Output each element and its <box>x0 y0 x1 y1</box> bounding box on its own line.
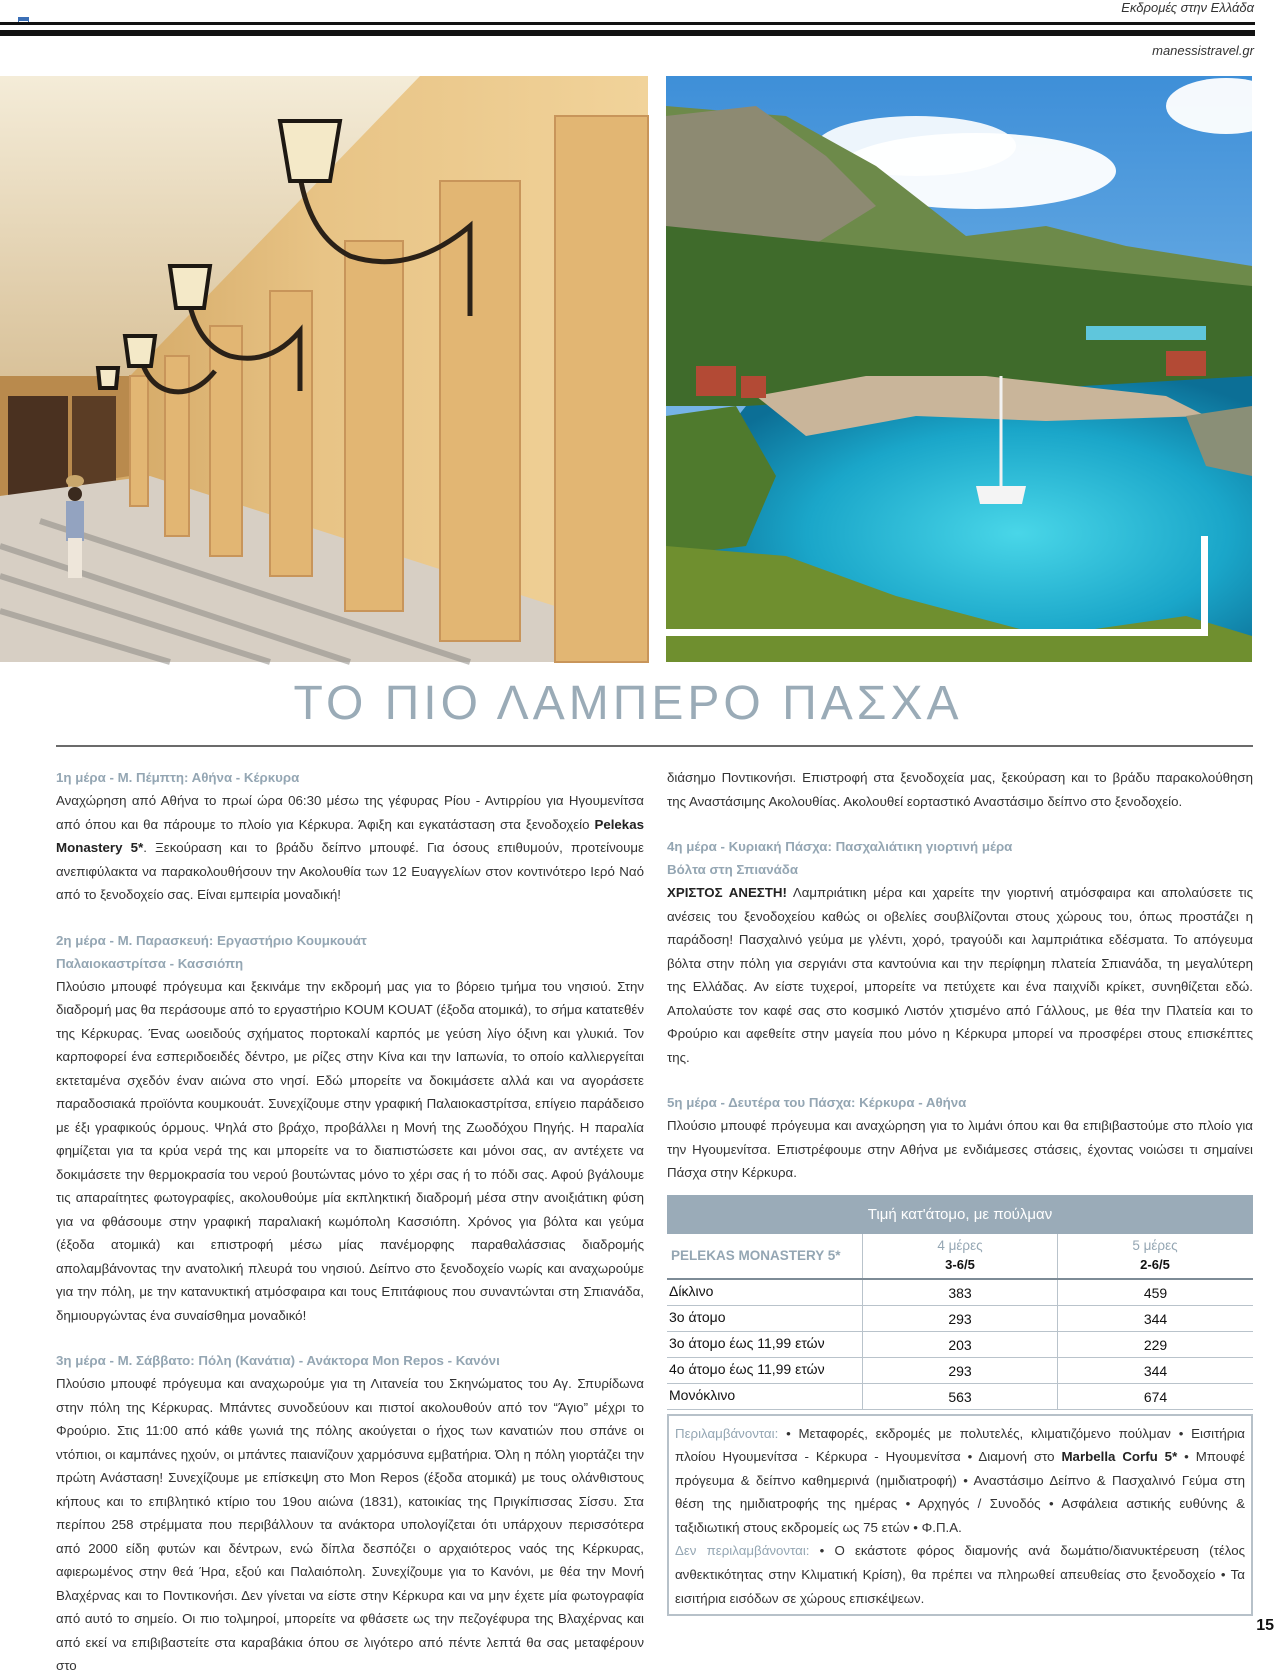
header-website: manessistravel.gr <box>1152 43 1254 58</box>
arcade-photo <box>0 76 648 662</box>
excluded-label: Δεν περιλαμβάνονται: <box>675 1543 810 1559</box>
day3-heading: 3η μέρα - Μ. Σάββατο: Πόλη (Κανάτια) - Ανάκτορα Mon Repos - Κανόνι <box>56 1353 500 1368</box>
day3-text-continued: διάσημο Ποντικονήσι. Επιστροφή στα ξενοδοχεία μας, ξεκούραση και το βράδυ παρακολούθηση της Αναστάσιμης Ακολουθίας. Ακολουθεί εορταστικό Αναστάσιμο δείπνο στο ξενοδοχείο. <box>667 770 1253 809</box>
excluded-text: • Ο εκάστοτε φόρος διαμονής ανά δωμάτιο/διανυκτέρευση (τέλος ανθεκτικότητας στην Κλιματική Κρίση), θα πρέπει να πληρωθεί απευθείας στο ξενοδοχείο • Τα εισιτήρια εισόδων σε χώρους επισκέψεων. <box>675 1543 1246 1606</box>
day4-heading: 4η μέρα - Κυριακή Πάσχα: Πασχαλιάτικη γιορτινή μέρα <box>667 839 1013 854</box>
row-price-5days: 344 <box>1057 1306 1253 1331</box>
day4-body: Λαμπριάτικη μέρα και χαρείτε την γιορτινή ατμόσφαιρα και απολαύσετε τις ανέσεις του ξενοδοχείου καθώς οι οβελίες σουβλίζονται στους χώρους του, όπως προστάζει η παράδοση! Πασχαλινό γεύμα με γλέντι, χορό, τραγούδι και λαμπριάτικα εδέσματα. Το απόγευμα βόλτα στην πόλη για σεργιάνι στα καντούνια και την περίφημη πλατεία Σπιανάδα, τη μεγαλύτερη της Ελλάδας. Αν είστε τυχεροί, μπορείτε να πετύχετε και ένα παιχνίδι κρίκετ, συνηθίζεται εδώ. Απολαύστε τον καφέ σας στο κοσμικό Λιστόν χτισμένο από Γάλλους, με θέα την Πλατεία και το Φρούριο και αφεθείτε στην μαγεία που μόνο η Κέρκυρα μπορεί να προσφέρει στους επισκέπτες της. <box>667 885 1254 1065</box>
row-price-4days: 293 <box>862 1358 1057 1383</box>
day1-text <box>56 789 644 907</box>
day5-text: Πλούσιο μπουφέ πρόγευμα και αναχώρηση για το λιμάνι όπου και θα επιβιβαστούμε στο πλοίο για την Ηγουμενίτσα. Επιστρέφουμε στην Αθήνα με ενδιάμεσες στάσεις, έχοντας νοιώσει τι σημαίνει Πάσχα στην Κέρκυρα. <box>667 1118 1253 1180</box>
col-4days-label: 4 μέρες <box>937 1237 983 1253</box>
day5-heading: 5η μέρα - Δευτέρα του Πάσχα: Κέρκυρα - Αθήνα <box>667 1095 967 1110</box>
day4-subheading: Βόλτα στη Σπιανάδα <box>667 862 799 877</box>
page-number: 15 <box>1256 1617 1274 1634</box>
bay-illustration <box>666 76 1252 662</box>
day2-text: Πλούσιο μπουφέ πρόγευμα και ξεκινάμε την εκδρομή μας για το βόρειο τμήμα του νησιού. Στην διαδρομή μας θα περάσουμε από το εργαστήριο KOUM KOUAT (έξοδα ατομικά), το σήμα κατατεθέν της Κέρκυρας. Ένας ωοειδούς σχήματος πορτοκαλί καρπός με γεύση λίγο όξινη και γλυκιά. Τον καρποφορεί ένα εσπεριδοειδές δέντρο, με ρίζες στην Κίνα και την Ιαπωνία, το οποίο καλλιεργείται εκτεταμένα σχεδόν έναν αιώνα στο νησί. Εδώ μπορείτε να δοκιμάσετε αλλά και να αγοράσετε παραδοσιακά προϊόντα κουμκουάτ. Συνεχίζουμε στην γραφική Παλαιοκαστρίτσα, επίγειο παράδεισο με έξι γραφικούς όρμους. Ψηλά στο βράχο, προβάλλει η Μονή της Ζωοδόχου Πηγής. Η παραλία φημίζεται για τα κρύα νερά της και μπορείτε να το διαπιστώσετε και μόνοι σας, αν αντέχετε να δοκιμάσετε την θερμοκρασία του νερού βουτώντας μόνο το χέρι σας ή το πόδι σας. Αφού βγάλουμε τις απαραίτητες φωτογραφίες, ακολουθούμε μία εκπληκτική διαδρομή μέσα στην ανοιξιάτικη φύση για να φθάσουμε στην γραφική παραλιακή κωμόπολη Κασσιόπη. Χρόνος για βόλτα και γεύμα (έξοδα ατομικά) και επιστροφή μέσω μίας πανέμορφης παραθαλάσσιας διαδρομής απολαμβάνοντας την ανατολική πλευρά του νησιού. Δείπνο στο ξενοδοχείο νωρίς και αναχωρούμε για την πόλη, με την κατανυκτική ατμόσφαιρα και τους Επιτάφιους που συναντώνται στη Σπιανάδα, δημιουργώντας ένα συναίσθημα μοναδικό! <box>56 978 644 1323</box>
title-divider <box>56 745 1253 747</box>
row-price-4days: 563 <box>862 1384 1057 1409</box>
row-label: Δίκλινο <box>669 1283 714 1300</box>
table-row <box>667 1384 1253 1410</box>
day2-subheading: Παλαιοκαστρίτσα - Κασσιόπη <box>56 955 244 971</box>
price-col-5days <box>1057 1234 1252 1278</box>
table-row <box>667 1280 1253 1306</box>
itinerary-right-column <box>667 766 1253 1616</box>
page-title: ΤΟ ΠΙΟ ΛΑΜΠΕΡΟ ΠΑΣΧΑ <box>293 677 963 730</box>
day2-heading: 2η μέρα - Μ. Παρασκευή: Εργαστήριο Κουμκουάτ <box>56 932 367 948</box>
row-price-4days: 293 <box>862 1306 1057 1331</box>
arcade-illustration <box>0 76 648 662</box>
row-price-4days: 203 <box>862 1332 1057 1357</box>
day4-text <box>667 881 1253 1069</box>
includes-text-b: • Μπουφέ πρόγευμα & δείπνο καθημερινά (ημιδιατροφή) • Αναστάσιμο Δείπνο & Πασχαλινό Γεύμα στη θέση της ημιδιατροφής της ημέρας • Αρχηγός / Συνοδός • Ασφάλεια αστικής ευθύνης & ταξιδιωτική στους εκδρομείς ως 75 ετών • Φ.Π.Α. <box>675 1449 1246 1535</box>
col-4days-dates: 3-6/5 <box>945 1256 975 1272</box>
row-label: 3ο άτομο <box>669 1309 726 1326</box>
includes-hotel: Marbella Corfu 5* <box>1061 1449 1178 1465</box>
row-label: 3ο άτομο έως 11,99 ετών <box>669 1335 825 1352</box>
row-price-5days: 459 <box>1057 1280 1253 1305</box>
day1-text-a: Αναχώρηση από Αθήνα το πρωί ώρα 06:30 μέσω της γέφυρας Ρίου - Αντιρρίου για Ηγουμενίτσα από όπου και θα πάρουμε το πλοίο για Κέρκυρα. Άφιξη και εγκατάσταση στα ξενοδοχείο <box>56 793 644 832</box>
price-table-title: Τιμή κατ'άτομο, με πούλμαν <box>667 1195 1253 1234</box>
day1-heading: 1η μέρα - Μ. Πέμπτη: Αθήνα - Κέρκυρα <box>56 770 300 785</box>
row-label: Μονόκλινο <box>669 1387 736 1404</box>
price-table-hotel: PELEKAS MONASTERY 5* <box>671 1247 841 1263</box>
inclusions-box <box>667 1414 1253 1617</box>
price-table-subheader <box>667 1234 1253 1280</box>
row-price-5days: 674 <box>1057 1384 1253 1409</box>
header-section-title: Εκδρομές στην Ελλάδα <box>1121 0 1254 15</box>
col-5days-dates: 2-6/5 <box>1140 1256 1170 1272</box>
row-label: 4ο άτομο έως 11,99 ετών <box>669 1361 825 1378</box>
table-row <box>667 1332 1253 1358</box>
includes-text-a: • Μεταφορές, εκδρομές με πολυτελές, κλιματιζόμενο πούλμαν • Εισιτήρια πλοίου Ηγουμενίτσα - Κέρκυρα - Ηγουμενίτσα • Διαμονή στο <box>675 1425 1245 1465</box>
price-col-4days <box>862 1234 1057 1278</box>
table-row <box>667 1306 1253 1332</box>
day1-text-b: . Ξεκούραση και το βράδυ δείπνο μπουφέ. Για όσους επιθυμούν, προτείνουμε ανεπιφύλακτα να παρακολουθήσουν την Ακολουθία των 12 Ευαγγελίων στον κοντινότερο Ιερό Ναό από το ξενοδοχείο σας. Είναι εμπειρία μοναδική! <box>56 840 644 902</box>
day4-greeting: ΧΡΙΣΤΟΣ ΑΝΕΣΤΗ! <box>667 885 787 900</box>
itinerary-left-column <box>56 766 644 1678</box>
includes-label: Περιλαμβάνονται: <box>675 1425 779 1441</box>
day1-hotel: Pelekas Monastery 5* <box>56 816 644 855</box>
row-price-5days: 344 <box>1057 1358 1253 1383</box>
day3-text: Πλούσιο μπουφέ πρόγευμα και αναχωρούμε για τη Λιτανεία του Σκηνώματος του Αγ. Σπυρίδωνα στην πόλη της Κέρκυρας. Μπάντες συνοδεύουν και πιστοί ακολουθούν από τον “Άγιο” μέχρι το Φρούριο. Στις 11:00 από κάθε γωνιά της πόλης ακούγεται ο ήχος των κανατιών που σπάνε οι ντόπιοι, οι καμπάνες ηχούν, οι μπάντες παιανίζουν χαρμόσυνα εμβατήρια. Όλη η πόλη γιορτάζει την πρώτη Ανάσταση! Συνεχίζουμε με επίσκεψη στο Mon Repos (έξοδα ατομικά) με τους ολάνθιστους κήπους και το επιβλητικό κτίριο του 19ου αιώνα (1831), κατοικίας της Πριγκίπισσας Σίσσυ. Στα περίπου 258 στρέμματα που περιβάλλουν τα ανάκτορα υπολογίζεται ότι υπάρχουν περισσότερα από 2000 είδη φυτών και δέντρων, ενώ δίπλα δεσπόζει ο αρχαιότερος ναός της Κέρκυρας, αφιερωμένος στην θεά Ήρα, εξού και Παλαιόπολη. Συνεχίζουμε για το Κανόνι, με θέα την Μονή Βλαχέρνας και το Ποντικονήσι. Δεν γίνεται να είστε στην Κέρκυρα και να μην έχετε μία φωτογραφία από αυτό το σημείο. Οι πιο τολμηροί, μπορείτε να φθάσετε ως την πεζογέφυρα της Βλαχέρνας και από εκεί να επιβιβαστείτε στα καραβάκια όπου σε λιγότερο από πέντε λεπτά θα σας μεταφέρουν στο <box>56 1376 644 1673</box>
price-table <box>667 1195 1253 1410</box>
row-price-4days: 383 <box>862 1280 1057 1305</box>
bay-photo <box>666 76 1252 662</box>
table-row <box>667 1358 1253 1384</box>
header-rule <box>0 22 1255 36</box>
row-price-5days: 229 <box>1057 1332 1253 1357</box>
col-5days-label: 5 μέρες <box>1132 1237 1178 1253</box>
